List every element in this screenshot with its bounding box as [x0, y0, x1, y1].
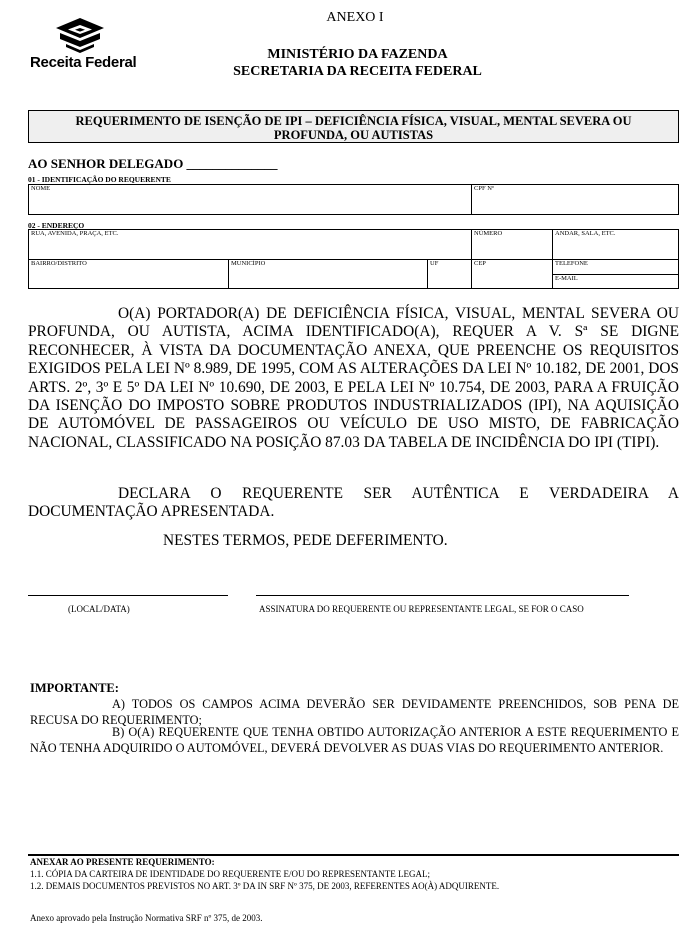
nome-label: NOME: [31, 185, 51, 192]
attachment-item-1: 1.1. CÓPIA DA CARTEIRA DE IDENTIDADE DO REQUERENTE E/OU DO REPRESENTANTE LEGAL;: [30, 869, 430, 879]
numero-label: NÚMERO: [474, 230, 503, 237]
ministry-heading: MINISTÉRIO DA FAZENDA: [267, 47, 448, 62]
bairro-label: BAIRRO/DISTRITO: [31, 260, 87, 267]
rua-field[interactable]: [28, 229, 472, 260]
receita-federal-emblem-icon: [52, 16, 110, 54]
municipio-label: MUNICÍPIO: [231, 260, 266, 267]
local-data-line: [28, 595, 228, 596]
cep-field[interactable]: [471, 259, 553, 289]
declaration-paragraph: DECLARA O REQUERENTE SER AUTÊNTICA E VERDADEIRA A DOCUMENTAÇÃO APRESENTADA.: [28, 485, 679, 521]
logo-text: Receita Federal: [30, 54, 137, 71]
nome-field[interactable]: [28, 184, 472, 215]
form-title-line1: REQUERIMENTO DE ISENÇÃO DE IPI – DEFICIÊNCIA FÍSICA, VISUAL, MENTAL SEVERA OU: [75, 114, 632, 128]
local-data-label: (LOCAL/DATA): [68, 604, 130, 614]
form-title-box: [28, 110, 679, 143]
addressee: AO SENHOR DELEGADO ______________: [28, 156, 278, 171]
attachments-heading: ANEXAR AO PRESENTE REQUERIMENTO:: [30, 857, 215, 867]
section-01-label: 01 - IDENTIFICAÇÃO DO REQUERENTE: [28, 175, 171, 184]
email-label: E-MAIL: [555, 275, 578, 282]
signature-label: ASSINATURA DO REQUERENTE OU REPRESENTANTE LEGAL, SE FOR O CASO: [259, 604, 584, 614]
closing-text: NESTES TERMOS, PEDE DEFERIMENTO.: [163, 532, 448, 549]
cep-label: CEP: [474, 260, 486, 267]
important-heading: IMPORTANTE:: [30, 681, 119, 695]
annex-label: ANEXO I: [326, 10, 384, 25]
bairro-field[interactable]: [28, 259, 229, 289]
cpf-field[interactable]: [471, 184, 679, 215]
rua-label: RUA, AVENIDA, PRAÇA, ETC.: [31, 230, 119, 237]
uf-label: UF: [430, 260, 439, 267]
cpf-label: CPF Nº: [474, 185, 494, 192]
uf-field[interactable]: [427, 259, 472, 289]
andar-field[interactable]: [552, 229, 679, 260]
municipio-field[interactable]: [228, 259, 428, 289]
signature-line: [256, 595, 629, 596]
numero-field[interactable]: [471, 229, 553, 260]
receita-federal-logo: [30, 16, 140, 72]
telefone-field[interactable]: [552, 259, 679, 275]
section-02-label: 02 - ENDEREÇO: [28, 221, 85, 230]
telefone-label: TELEFONE: [555, 260, 588, 267]
important-item-a: A) TODOS OS CAMPOS ACIMA DEVERÃO SER DEVIDAMENTE PREENCHIDOS, SOB PENA DE RECUSA DO REQUERIMENTO;: [30, 697, 679, 727]
footer-note: Anexo aprovado pela Instrução Normativa SRF nº 375, de 2003.: [30, 913, 263, 923]
andar-label: ANDAR, SALA, ETC.: [555, 230, 616, 237]
form-title-line2: PROFUNDA, OU AUTISTAS: [273, 128, 434, 142]
email-field[interactable]: [552, 274, 679, 289]
secretariat-heading: SECRETARIA DA RECEITA FEDERAL: [233, 64, 482, 79]
attachment-item-2: 1.2. DEMAIS DOCUMENTOS PREVISTOS NO ART. 3º DA IN SRF Nº 375, DE 2003, REFERENTES AO(À) ADQUIRENTE.: [30, 881, 500, 891]
request-paragraph: O(A) PORTADOR(A) DE DEFICIÊNCIA FÍSICA, VISUAL, MENTAL SEVERA OU PROFUNDA, OU AUTISTA, ACIMA IDENTIFICADO(A), REQUER A V. Sª SE DIGNE RECONHECER, À VISTA DA DOCUMENTAÇÃO ANEXA, QUE PREENCHE OS REQUISITOS EXIGIDOS PELA LEI Nº 8.989, DE 1995, COM AS ALTERAÇÕES DA LEI Nº 10.182, DE 2001, DOS ARTS. 2º, 3º E 5º DA LEI Nº 10.690, DE 2003, E PELA LEI Nº 10.754, DE 2003, PARA A FRUIÇÃO DA ISENÇÃO DO IMPOSTO SOBRE PRODUTOS INDUSTRIALIZADOS (IPI), NA AQUISIÇÃO DE AUTOMÓVEL DE PASSAGEIROS OU VEÍCULO DE USO MISTO, DE FABRICAÇÃO NACIONAL, CLASSIFICADO NA POSIÇÃO 87.03 DA TABELA DE INCIDÊNCIA DO IPI (TIPI).: [28, 305, 679, 451]
important-item-b: B) O(A) REQUERENTE QUE TENHA OBTIDO AUTORIZAÇÃO ANTERIOR A ESTE REQUERIMENTO E NÃO TENHA ADQUIRIDO O AUTOMÓVEL, DEVERÁ DEVOLVER AS DUAS VIAS DO REQUERIMENTO ANTERIOR.: [30, 725, 679, 755]
